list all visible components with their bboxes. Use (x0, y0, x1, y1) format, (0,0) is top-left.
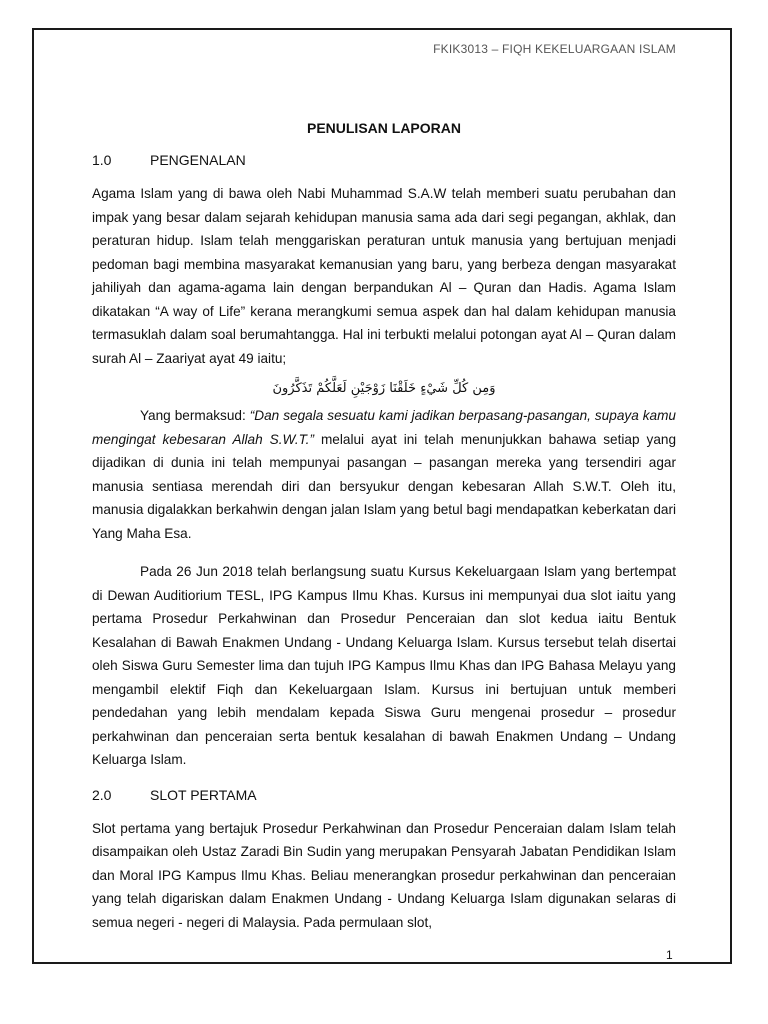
running-header: FKIK3013 – FIQH KEKELUARGAAN ISLAM (433, 42, 676, 56)
section-title: PENGENALAN (150, 152, 246, 168)
section-title: SLOT PERTAMA (150, 786, 257, 803)
section-number: 1.0 (92, 152, 112, 168)
intro-paragraph: Agama Islam yang di bawa oleh Nabi Muhammad S.A.W telah memberi suatu perubahan dan impak yang besar dalam sejarah kehidupan manusia sama ada dari segi pegangan, akhlak, dan peraturan hidup. Islam telah menggariskan peraturan untuk manusia yang bertujuan menjadi pedoman bagi membina masyarakat kemanusian yang baru, yang berbeza dengan masyarakat jahiliyah dan agama-agama lain dengan berpandukan Al – Quran dan Hadis. Agama Islam dikatakan “A way of Life” kerana merangkumi semua aspek dan hal dalam kehidupan manusia termasuklah dalam soal berumahtangga. Hal ini terbukti melalui potongan ayat Al – Quran dalam surah Al – Zaariyat ayat 49 iaitu; (92, 186, 676, 366)
section-heading-slot-pertama (92, 787, 676, 803)
slot-pertama-paragraph: Slot pertama yang bertajuk Prosedur Perkahwinan dan Prosedur Penceraian dalam Islam telah disampaikan oleh Ustaz Zaradi Bin Sudin yang merupakan Pensyarah Jabatan Pendidikan Islam dan Moral IPG Kampus Ilmu Khas. Beliau menerangkan prosedur perkahwinan dan penceraian yang telah digariskan dalam Enakmen Undang - Undang Keluarga Islam digunakan selaras di semua negeri - negeri di Malaysia. Pada permulaan slot, (92, 820, 676, 930)
document-body (92, 114, 676, 949)
translation-rest: melalui ayat ini telah menunjukkan bahawa setiap yang dijadikan di dunia ini telah mempunyai pasangan – pasangan mereka yang tersendiri agar manusia sentiasa merendah diri dan bersyukur dengan kebesaran Allah S.W.T. Oleh itu, manusia digalakkan berkahwin dengan jalan Islam yang betul bagi mendapatkan keberkatan dari Yang Maha Esa. (92, 431, 677, 541)
translation-lead: Yang bermaksud: (140, 408, 250, 423)
page-number: 1 (666, 948, 673, 962)
translation-paragraph (92, 404, 676, 545)
quran-verse: وَمِن كُلِّ شَيْءٍ خَلَقْنَا زَوْجَيْنِ لَعَلَّكُمْ تَذَكَّرُونَ (272, 381, 496, 396)
section-heading-pengenalan (92, 152, 676, 168)
course-paragraph: Pada 26 Jun 2018 telah berlangsung suatu Kursus Kekeluargaan Islam yang bertempat di Dewan Auditiorium TESL, IPG Kampus Ilmu Khas. Kursus ini mempunyai dua slot iaitu yang pertama Prosedur Perkahwinan dan Prosedur Penceraian dan slot kedua iaitu Bentuk Kesalahan di Bawah Enakmen Undang - Undang Keluarga Islam. Kursus tersebut telah disertai oleh Siswa Guru Semester lima dan tujuh IPG Kampus Ilmu Khas dan IPG Bahasa Melayu yang mengambil elektif Fiqh dan Kekeluargaan Islam. Kursus ini bertujuan untuk memberi pendedahan yang lebih mendalam kepada Siswa Guru mengenai prosedur – prosedur perkahwinan dan penceraian serta bentuk kesalahan di bawah Enakmen Undang – Undang Keluarga Islam. (92, 564, 676, 767)
section-number: 2.0 (92, 786, 112, 803)
document-title: PENULISAN LAPORAN (306, 120, 461, 136)
translation-quote: “Dan segala sesuatu kami jadikan berpasang-pasangan, supaya kamu mengingat kebesaran Allah S.W.T.” (92, 408, 676, 447)
